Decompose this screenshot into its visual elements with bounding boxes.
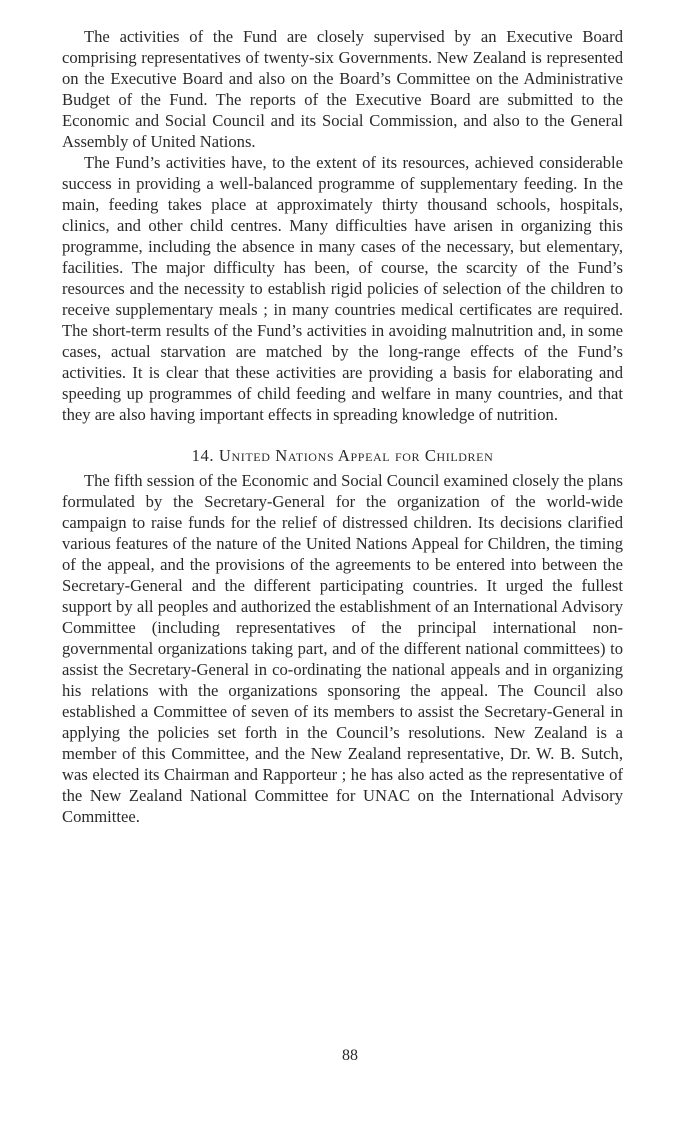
page-number: 88 bbox=[342, 1047, 358, 1064]
paragraph-unac: The fifth session of the Economic and Social Council examined closely the plans formulated by the Secretary-General for the organization of the world-wide campaign to raise funds for the relief of distressed children. Its decisions clarified various features of the nature of the United Nations Appeal for Children, the timing of the appeal, and the provisions of the agreements to be entered into between the Secretary-General and the different participating countries. It urged the fullest support by all peoples and authorized the establishment of an International Advisory Committee (including representatives of the principal international non-governmental organizations taking part, and of the different national committees) to assist the Secretary-General in co-ordinating the national appeals and in organizing his relations with the organizations sponsoring the appeal. The Council also established a Committee of seven of its members to assist the Secretary-General in applying the policies set forth in the Council’s resolutions. New Zealand is a member of this Committee, and the New Zealand representative, Dr. W. B. Sutch, was elected its Chairman and Rapporteur ; he has also acted as the representative of the New Zealand National Committee for UNAC on the International Advisory Committee. bbox=[62, 471, 623, 826]
paragraph-fund-activities: The Fund’s activities have, to the extent of its resources, achieved considerable success in providing a well-balanced programme of supplementary feeding. In the main, feeding takes place at approximately thirty thousand schools, hospitals, clinics, and other child centres. Many difficulties have arisen in organizing this programme, including the absence in many cases of the necessary, but elementary, facilities. The major difficulty has been, of course, the scarcity of the Fund’s resources and the necessity to establish rigid policies of selection of the children to receive supplementary meals ; in many countries medical certificates are required. The short-term results of the Fund’s activities in avoiding malnutrition and, in some cases, actual starvation are matched by the long-range effects of the Fund’s activities. It is clear that these activities are providing a basis for elaborating and speeding up programmes of child feeding and welfare in many countries, and that they are also having important effects in spreading knowledge of nutrition. bbox=[62, 153, 623, 424]
document-page bbox=[62, 26, 623, 827]
paragraph-executive-board: The activities of the Fund are closely supervised by an Executive Board comprising representatives of twenty-six Governments. New Zealand is represented on the Executive Board and also on the Board’s Committee on the Administrative Budget of the Fund. The reports of the Executive Board are submitted to the Economic and Social Council and its Social Commission, and also to the General Assembly of United Nations. bbox=[62, 27, 623, 151]
section-heading: 14. United Nations Appeal for Children bbox=[191, 446, 494, 465]
